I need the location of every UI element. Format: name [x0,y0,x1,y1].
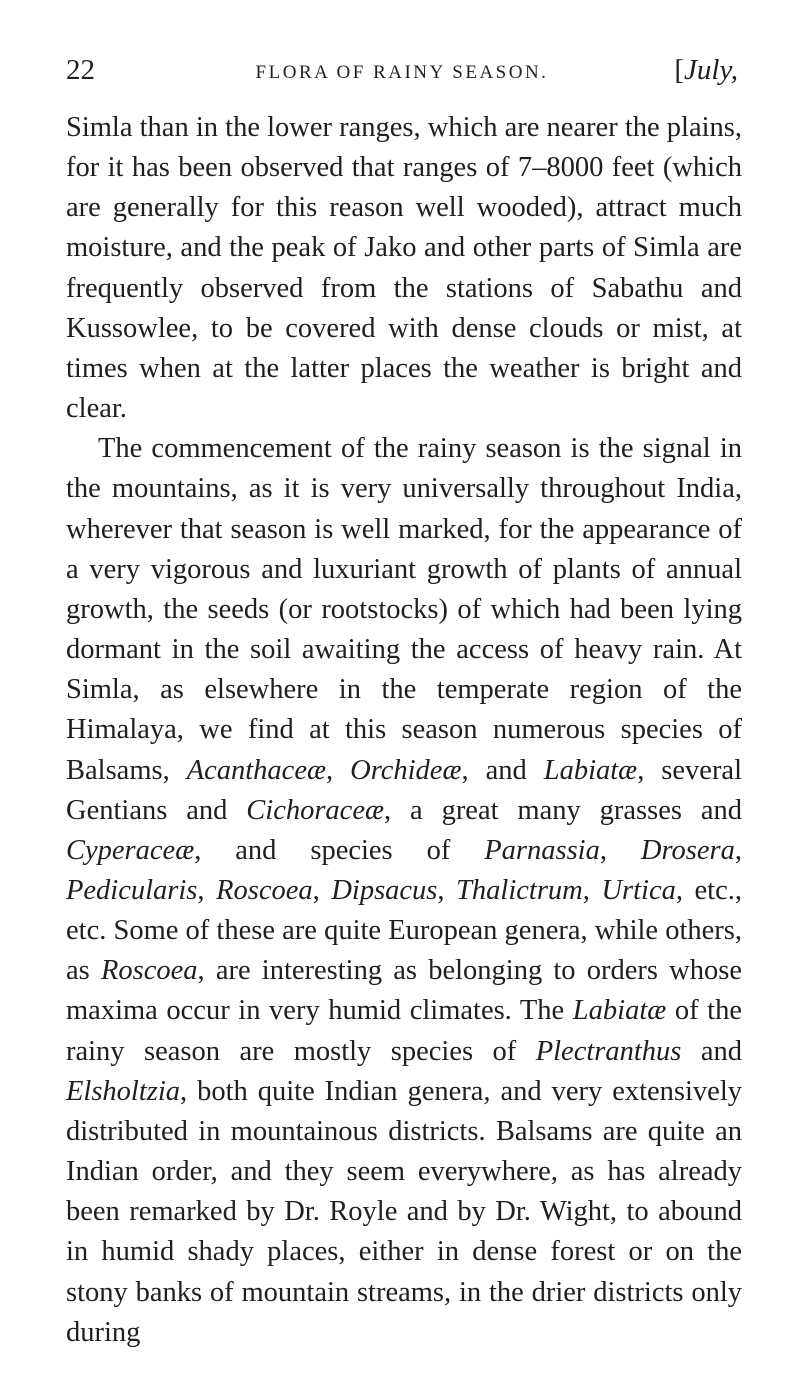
text-run: , are interesting as belonging to orders whose maxima occur in very humid climates. The [66,955,742,1027]
taxon-name: Elsholtzia [66,1075,181,1107]
text-run: of the rainy season are mostly species of [66,995,742,1067]
text-run: , [197,874,217,906]
taxon-name: Roscoea [100,955,198,987]
taxon-name: Dipsacus [331,874,438,906]
running-title: FLORA OF RAINY SEASON. [255,62,549,83]
text-run: , [582,874,602,906]
text-run: and [681,1035,743,1067]
text-run: , and [461,754,544,786]
paragraph-1 [66,108,742,429]
text-run: , etc., etc. Some of these are quite European genera, while others, as [66,874,742,987]
taxon-name: Thalictrum [456,874,583,906]
taxon-name: Acanthaceæ [186,754,326,786]
text-run: , [734,834,742,866]
text-run: The commencement of the rainy season is the signal in the mountains, as it is very universally throughout India, wherever that season is well marked, for the appearance of a very vigorous and luxuriant growth of plants of annual growth, the seeds (or rootstocks) of which had been lying dormant in the soil awaiting the access of heavy rain. At Simla, as elsewhere in the temperate region of the Himalaya, we find at this season numerous species of Balsams, [66,433,742,786]
running-date [674,54,738,87]
taxon-name: Parnassia [484,834,600,866]
taxon-name: Cyperaceæ [66,834,195,866]
taxon-name: Cichoraceæ [246,794,384,826]
paragraph-2 [66,429,742,1353]
running-date-bracket: [ [674,54,685,86]
body-text [66,108,742,1353]
taxon-name: Drosera [640,834,735,866]
page-header [66,54,738,94]
text-run: , [326,754,351,786]
taxon-name: Roscoea [216,874,313,906]
text-run: , a great many grasses and [384,794,743,826]
taxon-name: Orchideæ [350,754,462,786]
text-run: , several Gentians and [66,754,743,826]
taxon-name: Labiatæ [572,995,667,1027]
taxon-name: Plectranthus [535,1035,682,1067]
taxon-name: Labiatæ [543,754,638,786]
taxon-name: Pedicularis [66,874,198,906]
text-run: , both quite Indian genera, and very extensively distributed in mountainous districts. Balsams are quite an Indian order, and they seem everywhere, as has already been remarked by Dr. Royle and by Dr. Wight, to abound in humid shady places, either in dense forest or on the stony banks of mountain streams, in the drier districts only during [66,1075,742,1348]
running-date-text: July, [684,54,738,86]
text-run: , [437,874,457,906]
text-run: , and species of [194,834,485,866]
page-number: 22 [66,54,95,86]
text-run: Simla than in the lower ranges, which are nearer the plains, for it has been observed that ranges of 7–8000 feet (which are generally for this reason well wooded), attract much moisture, and the peak of Jako and other parts of Simla are frequently observed from the stations of Sabathu and Kussowlee, to be covered with dense clouds or mist, at times when at the latter places the weather is bright and clear. [66,112,742,425]
text-run: , [312,874,332,906]
text-run: , [599,834,641,866]
taxon-name: Urtica [601,874,676,906]
